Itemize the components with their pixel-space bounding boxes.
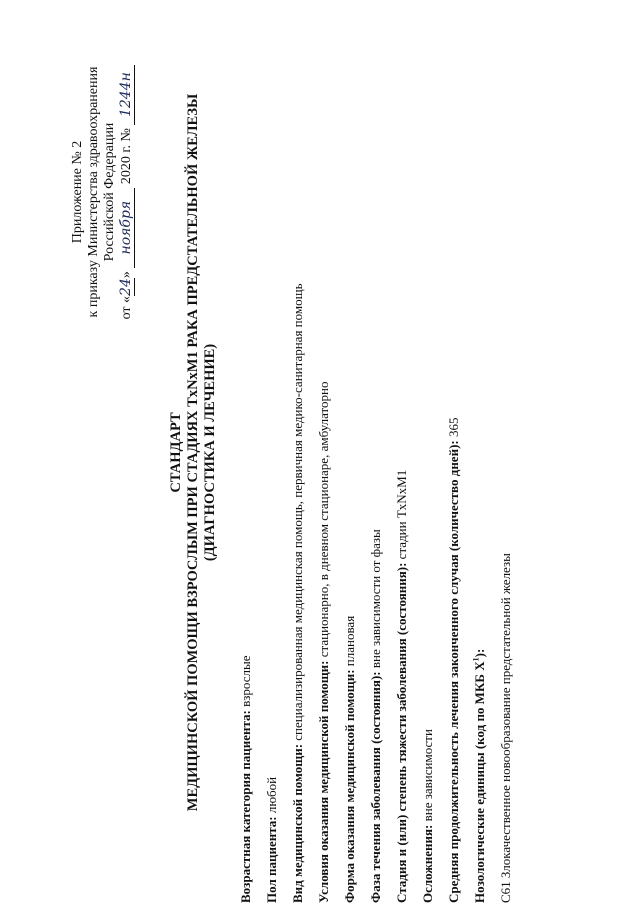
document-title [168, 40, 219, 865]
footnote-marker: 1 [471, 657, 481, 662]
order-reference: к приказу Министерства здравоохранения [86, 66, 101, 318]
field-disease-stage: Стадия и (или) степень тяжести заболевания (состояния): стадии TxNxM1 [394, 469, 409, 903]
title-standard: СТАНДАРТ [168, 412, 184, 493]
order-number: 1244н [118, 65, 135, 125]
order-month: ноября [118, 188, 135, 268]
field-care-type: Вид медицинской помощи: специализированная медицинская помощь, первичная медико-санитарная помощь [290, 283, 305, 903]
field-icd-code: C61 Злокачественное новообразование предстательной железы [498, 553, 513, 903]
title-main: МЕДИЦИНСКОЙ ПОМОЩИ ВЗРОСЛЫМ ПРИ СТАДИЯХ TxNxM1 РАКА ПРЕДСТАТЕЛЬНОЙ ЖЕЛЕЗЫ [185, 93, 201, 812]
federation-name: Российской Федерации [102, 122, 117, 262]
field-age-category: Возрастная категория пациента: взрослые [238, 655, 253, 903]
field-treatment-duration: Средняя продолжительность лечения законченного случая (количество дней): 365 [446, 417, 461, 903]
title-sub: (ДИАГНОСТИКА И ЛЕЧЕНИЕ) [202, 343, 218, 562]
appendix-number: Приложение № 2 [70, 140, 85, 244]
field-disease-phase: Фаза течения заболевания (состояния): вне зависимости от фазы [368, 529, 383, 903]
approval-block [70, 27, 135, 357]
field-care-form: Форма оказания медицинской помощи: плановая [342, 615, 357, 903]
field-sex: Пол пациента: любой [264, 776, 279, 903]
order-date-line: от «24» ноября 2020 г. № 1244н [118, 27, 135, 357]
field-care-conditions: Условия оказания медицинской помощи: стационарно, в дневном стационаре, амбулаторно [316, 381, 331, 903]
field-complications: Осложнения: вне зависимости [420, 729, 435, 903]
standard-fields [233, 13, 519, 903]
order-year: 2020 г. № [119, 128, 134, 185]
field-nosological-units: Нозологические единицы (код по МКБ $X^1$): [471, 648, 487, 903]
order-day: 24 [118, 278, 134, 296]
